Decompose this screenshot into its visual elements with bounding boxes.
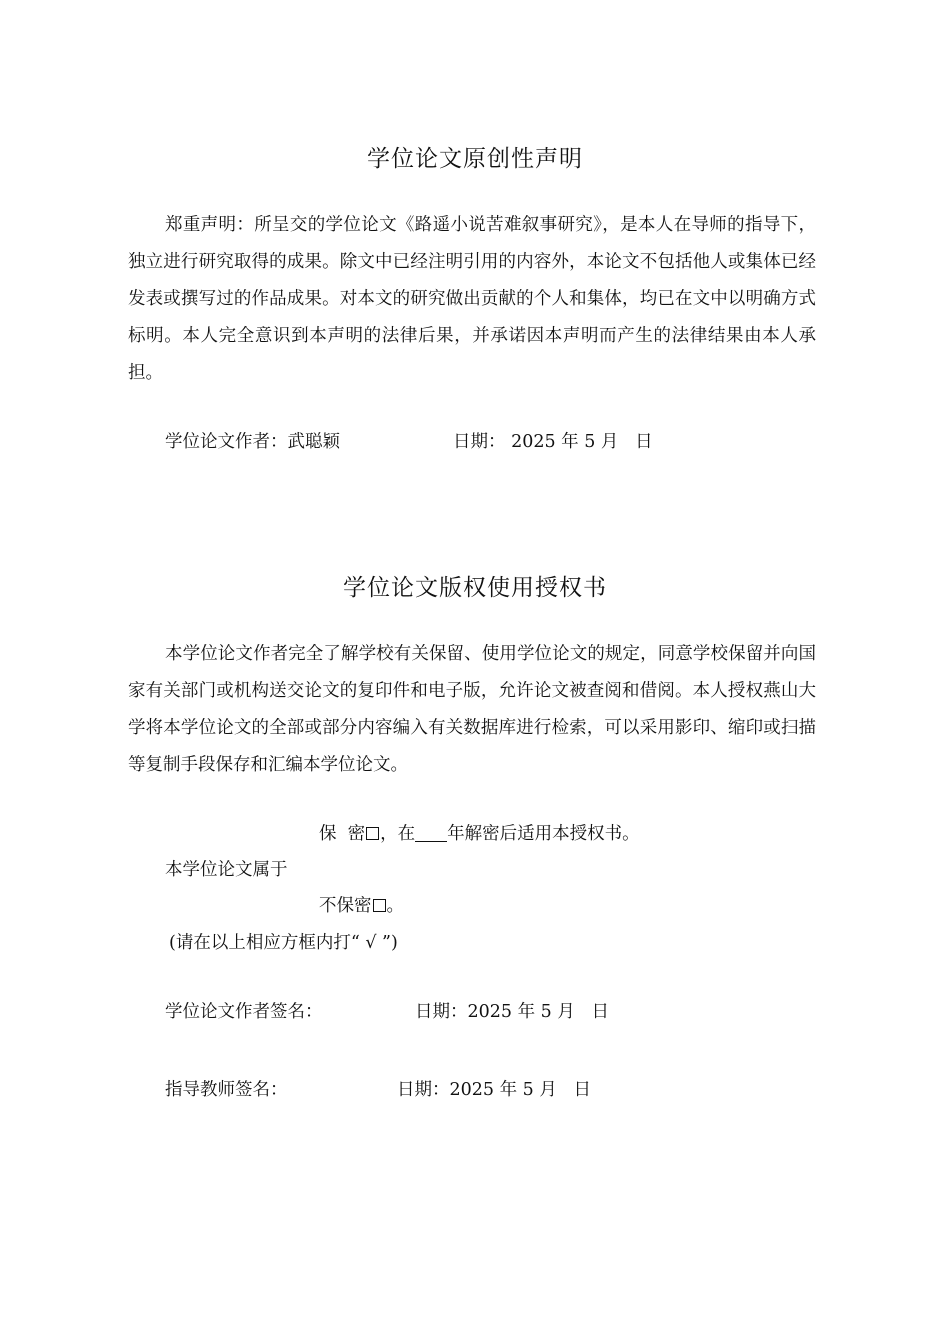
supervisor-signature-label: 指导教师签名：	[165, 1080, 288, 1100]
declaration-title: 学位论文原创性声明	[367, 146, 583, 172]
not-secret-option-line	[319, 892, 404, 917]
not-secret-option-suffix: 。	[386, 896, 404, 916]
declaration-date	[453, 428, 653, 453]
secret-checkbox[interactable]	[366, 827, 379, 840]
authorization-title: 学位论文版权使用授权书	[343, 575, 607, 601]
secret-option-label: 保 密	[319, 824, 366, 844]
declaration-body: 郑重声明：所呈交的学位论文《路遥小说苦难叙事研究》，是本人在导师的指导下，独立进行研究取得的成果。除文中已经注明引用的内容外，本论文不包括他人或集体已经发表或撰写过的作品成果。对本文的研究做出贡献的个人和集体，均已在文中以明确方式标明。本人完全意识到本声明的法律后果，并承诺因本声明而产生的法律结果由本人承担。	[128, 215, 816, 383]
secret-option-mid: ，在	[380, 824, 416, 844]
declaration-author-label: 学位论文作者：武聪颖	[165, 432, 340, 452]
author-signature-label: 学位论文作者签名：	[165, 1002, 323, 1022]
checkbox-note: (请在以上相应方框内打“ √ ”)	[169, 933, 398, 953]
declaration-date-value: 2025 年 5 月 日	[511, 432, 653, 452]
not-secret-option-label: 不保密	[319, 896, 372, 916]
authorization-body: 本学位论文作者完全了解学校有关保留、使用学位论文的规定，同意学校保留并向国家有关部门或机构送交论文的复印件和电子版，允许论文被查阅和借阅。本人授权燕山大学将本学位论文的全部或部分内容编入有关数据库进行检索，可以采用影印、缩印或扫描等复制手段保存和汇编本学位论文。	[128, 644, 816, 775]
secret-option-line	[319, 820, 640, 845]
secret-years-blank[interactable]	[415, 825, 447, 842]
belongs-label: 本学位论文属于	[165, 860, 288, 880]
not-secret-checkbox[interactable]	[373, 899, 386, 912]
declaration-date-label: 日期：	[453, 432, 506, 452]
author-signature-date: 日期：2025 年 5 月 日	[415, 1002, 610, 1022]
secret-option-suffix: 年解密后适用本授权书。	[447, 824, 640, 844]
supervisor-signature-date: 日期：2025 年 5 月 日	[397, 1080, 592, 1100]
